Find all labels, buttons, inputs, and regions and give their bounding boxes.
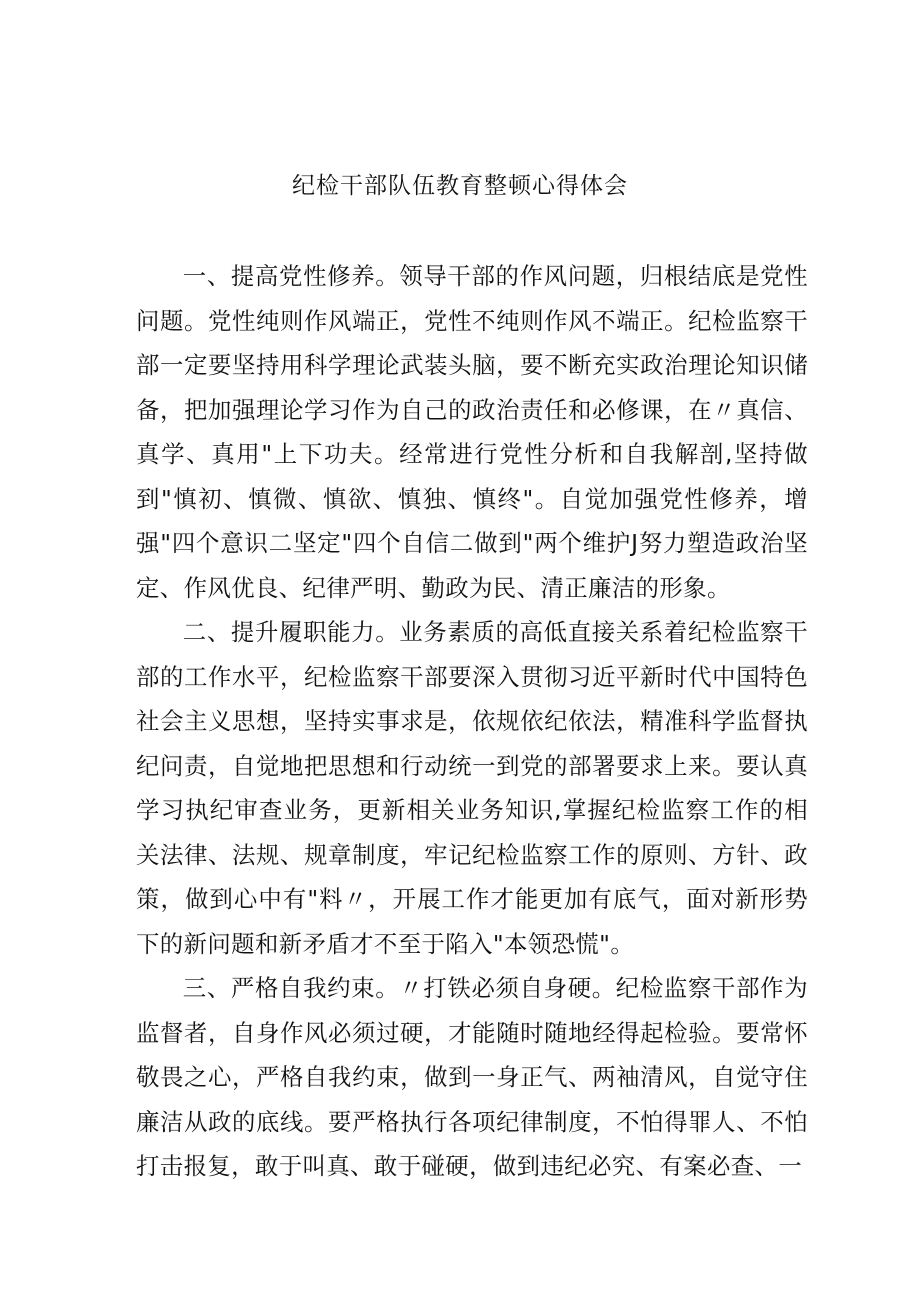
paragraph-3: 三、严格自我约束。〃打铁必须自身硬。纪检监察干部作为监督者，自身作风必须过硬，才能随时随地经得起检验。要常怀敬畏之心，严格自我约束，做到一身正气、两袖清风，自觉守住廉洁从政的底线。要严格执行各项纪律制度，不怕得罪人、不怕打击报复，敢于叫真、敢于碰硬，做到违纪必究、有案必查、一 xyxy=(136,974,808,1180)
document-title: 纪检干部队伍教育整顿心得体会 xyxy=(292,173,628,199)
paragraph-1: 一、提高党性修养。领导干部的作风问题，归根结底是党性问题。党性纯则作风端正，党性不纯则作风不端正。纪检监察干部一定要坚持用科学理论武装头脑，要不断充实政治理论知识储备，把加强理论学习作为自己的政治责任和必修课，在〃真信、真学、真用"上下功夫。经常进行党性分析和自我解剖,坚持做到"慎初、慎微、慎欲、慎独、慎终"。自觉加强党性修养，增强"四个意识二坚定"四个自信二做到"两个维护J努力塑造政治坚定、作风优良、纪律严明、勤政为民、清正廉洁的形象。 xyxy=(136,262,808,602)
paragraph-2: 二、提升履职能力。业务素质的高低直接关系着纪检监察干部的工作水平，纪检监察干部要深入贯彻习近平新时代中国特色社会主义思想，坚持实事求是，依规依纪依法，精准科学监督执纪问责，自觉地把思想和行动统一到党的部署要求上来。要认真学习执纪审查业务，更新相关业务知识,掌握纪检监察工作的相关法律、法规、规章制度，牢记纪检监察工作的原则、方针、政策，做到心中有"料〃，开展工作才能更加有底气，面对新形势下的新问题和新矛盾才不至于陷入"本领恐慌"。 xyxy=(136,618,808,958)
document-body xyxy=(136,254,808,1189)
